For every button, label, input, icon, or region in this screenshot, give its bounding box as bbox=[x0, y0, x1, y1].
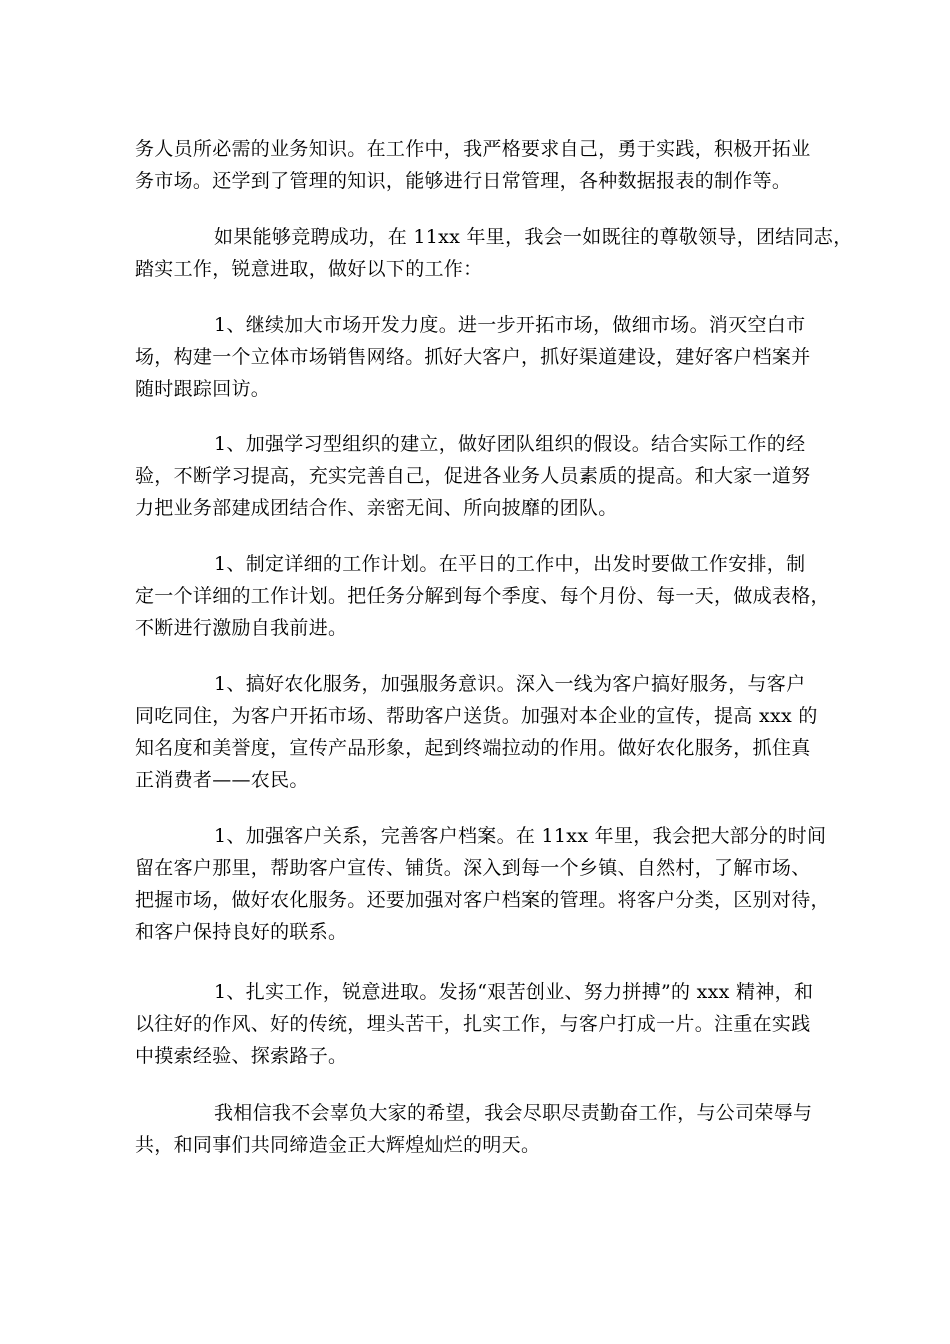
paragraph-line: 和客户保持良好的联系。 bbox=[135, 921, 348, 943]
paragraph-line: 留在客户那里，帮助客户宣传、铺货。深入到每一个乡镇、自然村，了解市场、 bbox=[135, 857, 811, 879]
paragraph-line: 1、搞好农化服务，加强服务意识。深入一线为客户搞好服务，与客户 bbox=[214, 673, 806, 695]
paragraph-line: 力把业务部建成团结合作、亲密无间、所向披靡的团队。 bbox=[135, 497, 618, 519]
paragraph-line: 1、加强学习型组织的建立，做好团队组织的假设。结合实际工作的经 bbox=[214, 433, 806, 455]
paragraph-line: 验，不断学习提高，充实完善自己，促进各业务人员素质的提高。和大家一道努 bbox=[135, 465, 811, 487]
paragraph-2 bbox=[135, 221, 853, 285]
paragraph-line: 1、制定详细的工作计划。在平日的工作中，出发时要做工作安排，制 bbox=[214, 553, 806, 575]
paragraph-line: 随时跟踪回访。 bbox=[135, 378, 271, 400]
paragraph-line: 不断进行激励自我前进。 bbox=[135, 617, 348, 639]
paragraph-7 bbox=[135, 820, 830, 948]
paragraph-line: 我相信我不会辜负大家的希望，我会尽职尽责勤奋工作，与公司荣辱与 bbox=[214, 1102, 813, 1124]
paragraph-line: 以往好的作风、好的传统，埋头苦干，扎实工作，与客户打成一片。注重在实践 bbox=[135, 1013, 811, 1035]
paragraph-9 bbox=[135, 1097, 825, 1161]
paragraph-line: 1、加强客户关系，完善客户档案。在 11xx 年里，我会把大部分的时间 bbox=[214, 825, 827, 847]
paragraph-5 bbox=[135, 548, 830, 644]
paragraph-line: 务市场。还学到了管理的知识，能够进行日常管理，各种数据报表的制作等。 bbox=[135, 170, 792, 192]
paragraph-8 bbox=[135, 976, 825, 1072]
paragraph-4 bbox=[135, 428, 825, 524]
paragraph-line: 定一个详细的工作计划。把任务分解到每个季度、每个月份、每一天，做成表格， bbox=[135, 585, 830, 607]
paragraph-line: 如果能够竞聘成功，在 11xx 年里，我会一如既往的尊敬领导，团结同志， bbox=[214, 226, 853, 248]
paragraph-line: 1、扎实工作，锐意进取。发扬“艰苦创业、努力拼搏”的 xxx 精神，和 bbox=[214, 981, 814, 1003]
paragraph-line: 中摸索经验、探索路子。 bbox=[135, 1045, 348, 1067]
paragraph-1 bbox=[135, 133, 825, 197]
paragraph-line: 知名度和美誉度，宣传产品形象，起到终端拉动的作用。做好农化服务，抓住真 bbox=[135, 737, 811, 759]
paragraph-6 bbox=[135, 668, 825, 796]
paragraph-line: 踏实工作，锐意进取，做好以下的工作： bbox=[135, 258, 483, 280]
paragraph-line: 把握市场，做好农化服务。还要加强对客户档案的管理。将客户分类，区别对待， bbox=[135, 889, 830, 911]
paragraph-line: 同吃同住，为客户开拓市场、帮助客户送货。加强对本企业的宣传，提高 xxx 的 bbox=[135, 705, 818, 727]
paragraph-line: 场，构建一个立体市场销售网络。抓好大客户，抓好渠道建设，建好客户档案并 bbox=[135, 346, 811, 368]
paragraph-line: 正消费者——农民。 bbox=[135, 769, 309, 791]
paragraph-line: 共，和同事们共同缔造金正大辉煌灿烂的明天。 bbox=[135, 1134, 541, 1156]
paragraph-line: 务人员所必需的业务知识。在工作中，我严格要求自己，勇于实践，积极开拓业 bbox=[135, 138, 811, 160]
paragraph-3 bbox=[135, 309, 825, 405]
paragraph-line: 1、继续加大市场开发力度。进一步开拓市场，做细市场。消灭空白市 bbox=[214, 314, 806, 336]
